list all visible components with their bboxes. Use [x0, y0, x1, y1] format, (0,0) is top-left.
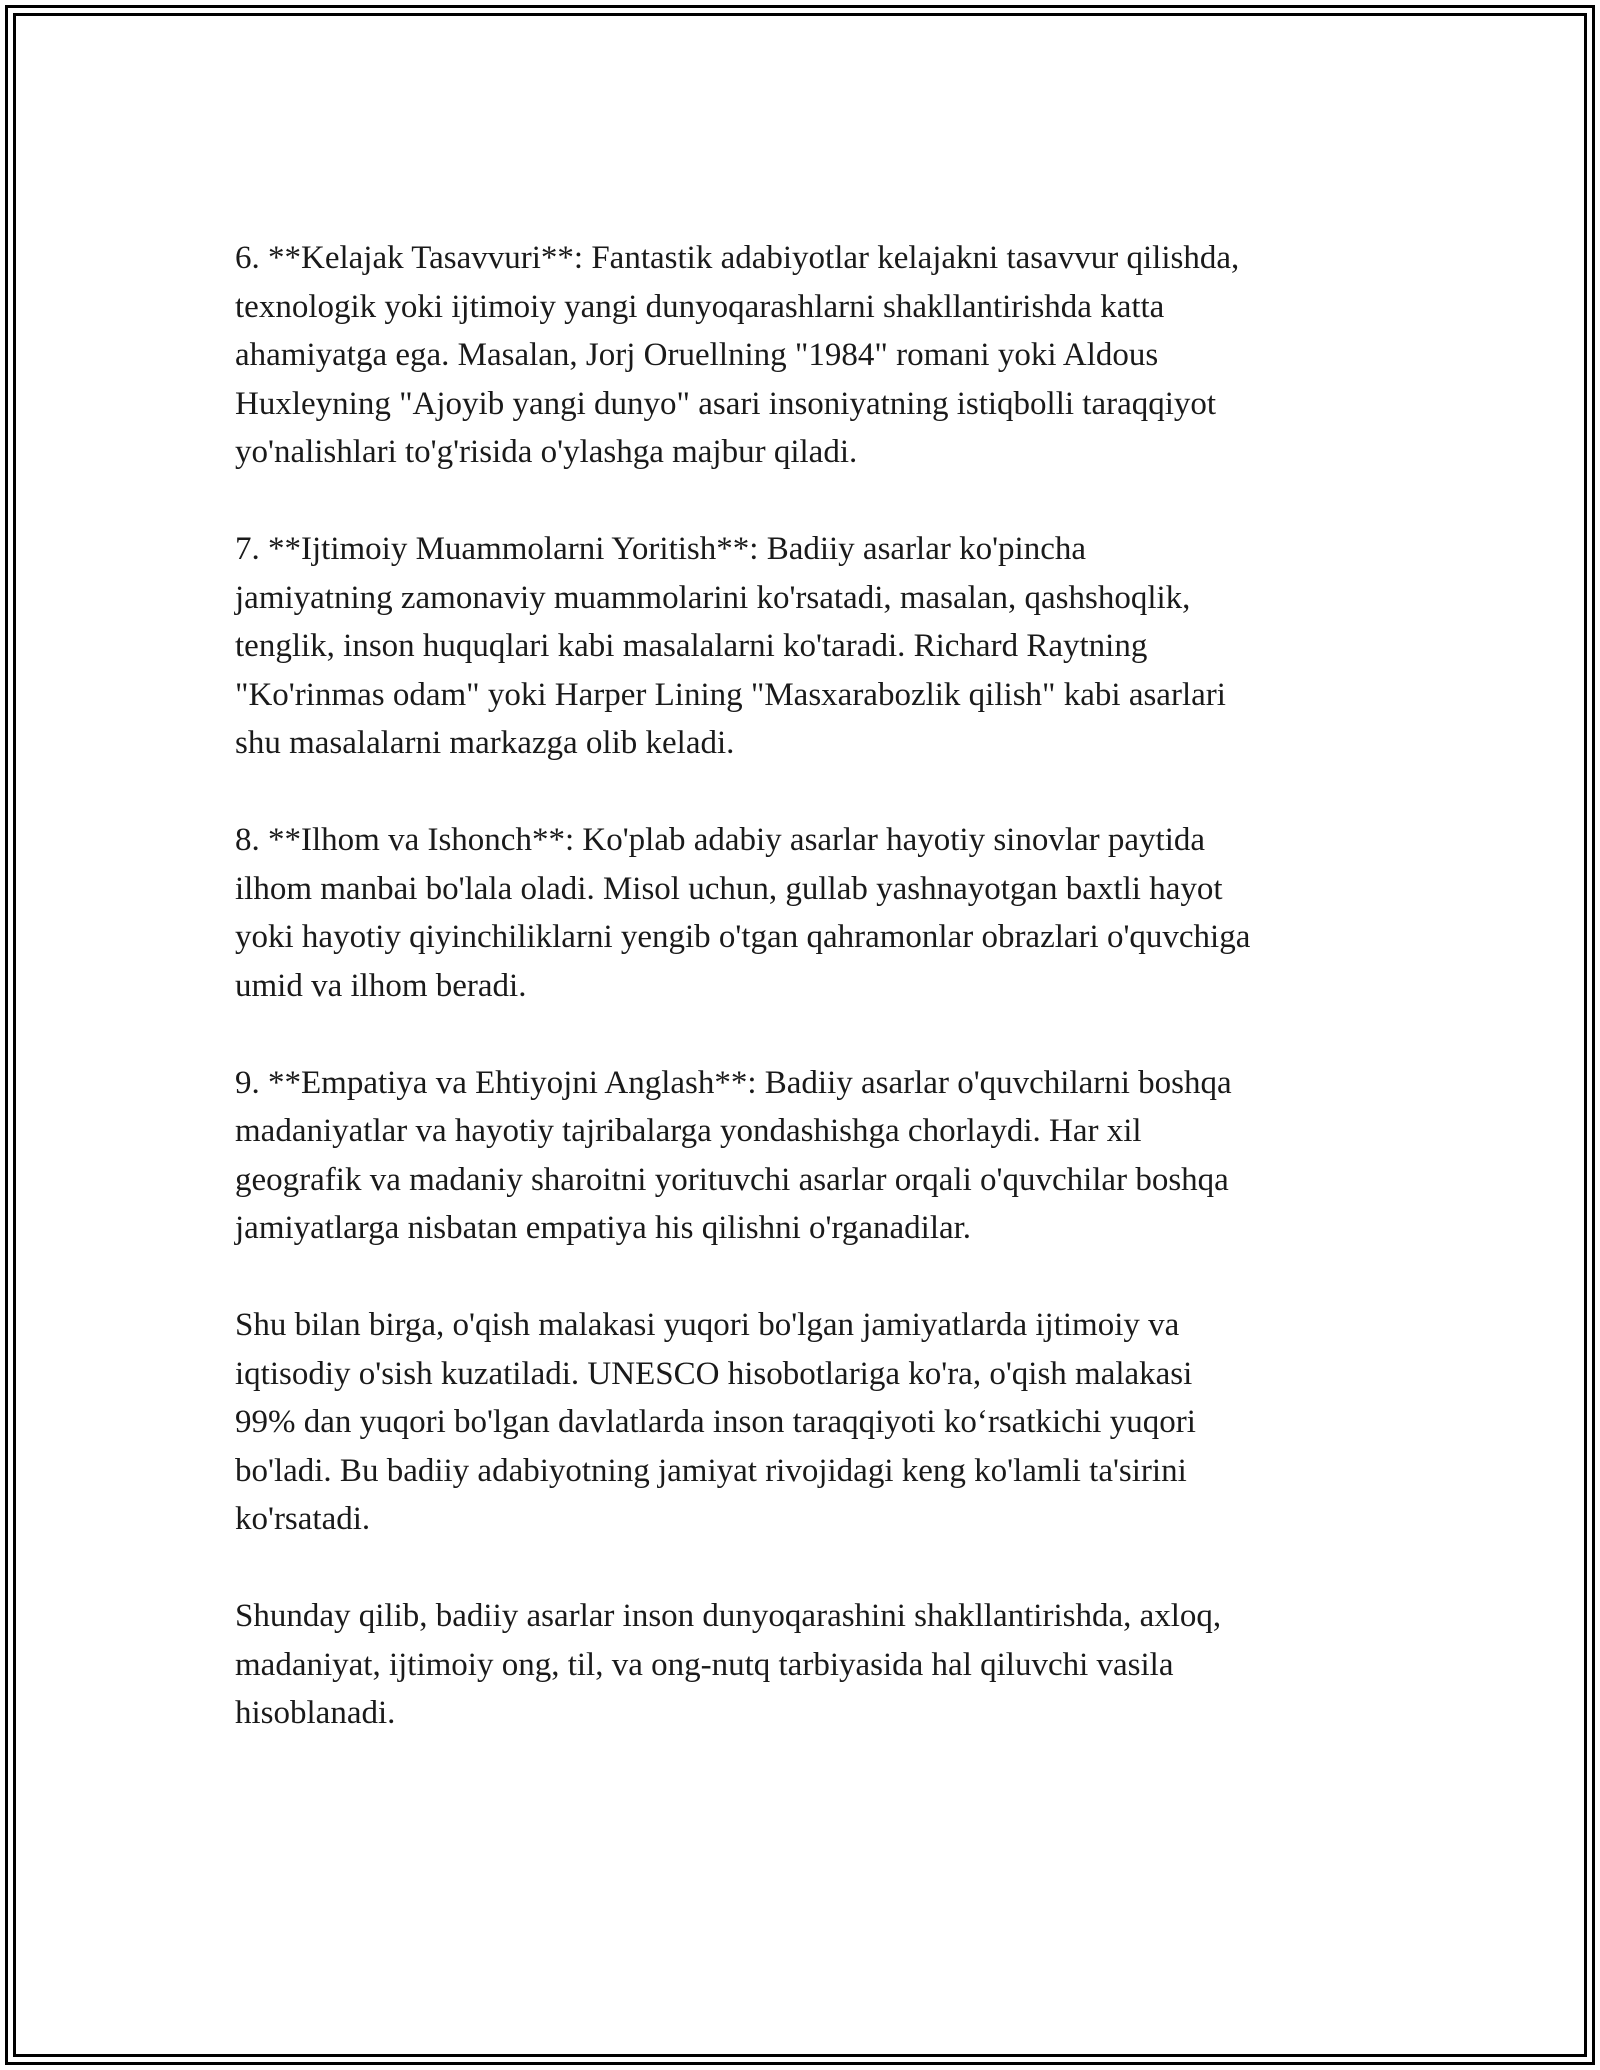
paragraph-empatiya: 9. **Empatiya va Ehtiyojni Anglash**: Badiiy asarlar o'quvchilarni boshqa madaniyatlar va hayotiy tajribalarga yondashishga chorlaydi. Har xil geografik va madaniy sharoitni yorituvchi asarlar orqali o'quvchilar boshqa jamiyatlarga nisbatan empatiya his qilishni o'rganadilar. — [235, 1064, 1232, 1246]
paragraph-kelajak-tasavvuri: 6. **Kelajak Tasavvuri**: Fantastik adabiyotlar kelajakni tasavvur qilishda, texnologik yoki ijtimoiy yangi dunyoqarashlarni shakllantirishda katta ahamiyatga ega. Masalan, Jorj Oruellning "1984" romani yoki Aldous Huxleyning "Ajoyib yangi dunyo" asari insoniyatning istiqbolli taraqqiyot yo'nalishlari to'g'risida o'ylashga majbur qiladi. — [235, 240, 1240, 470]
paragraph-xulosa: Shunday qilib, badiiy asarlar inson dunyoqarashini shakllantirishda, axloq, madaniyat, ijtimoiy ong, til, va ong-nutq tarbiyasida hal qiluvchi vasila hisoblanadi. — [235, 1598, 1222, 1731]
document-body — [235, 234, 1395, 1738]
paragraph-ijtimoiy-muammolar: 7. **Ijtimoiy Muammolarni Yoritish**: Badiiy asarlar ko'pincha jamiyatning zamonaviy muammolarini ko'rsatadi, masalan, qashshoqlik, tenglik, inson huquqlari kabi masalalarni ko'taradi. Richard Raytning "Ko'rinmas odam" yoki Harper Lining "Masxarabozlik qilish" kabi asarlari shu masalalarni markazga olib keladi. — [235, 531, 1226, 761]
paragraph-ilhom-ishonch: 8. **Ilhom va Ishonch**: Ko'plab adabiy asarlar hayotiy sinovlar paytida ilhom manbai bo'lala oladi. Misol uchun, gullab yashnayotgan baxtli hayot yoki hayotiy qiyinchiliklarni yengib o'tgan qahramonlar obrazlari o'quvchiga umid va ilhom beradi. — [235, 822, 1251, 1004]
paragraph-oqish-malakasi: Shu bilan birga, o'qish malakasi yuqori bo'lgan jamiyatlarda ijtimoiy va iqtisodiy o'sish kuzatiladi. UNESCO hisobotlariga ko'ra, o'qish malakasi 99% dan yuqori bo'lgan davlatlarda inson taraqqiyoti ko‘rsatkichi yuqori bo'ladi. Bu badiiy adabiyotning jamiyat rivojidagi keng ko'lamli ta'sirini ko'rsatadi. — [235, 1307, 1196, 1537]
